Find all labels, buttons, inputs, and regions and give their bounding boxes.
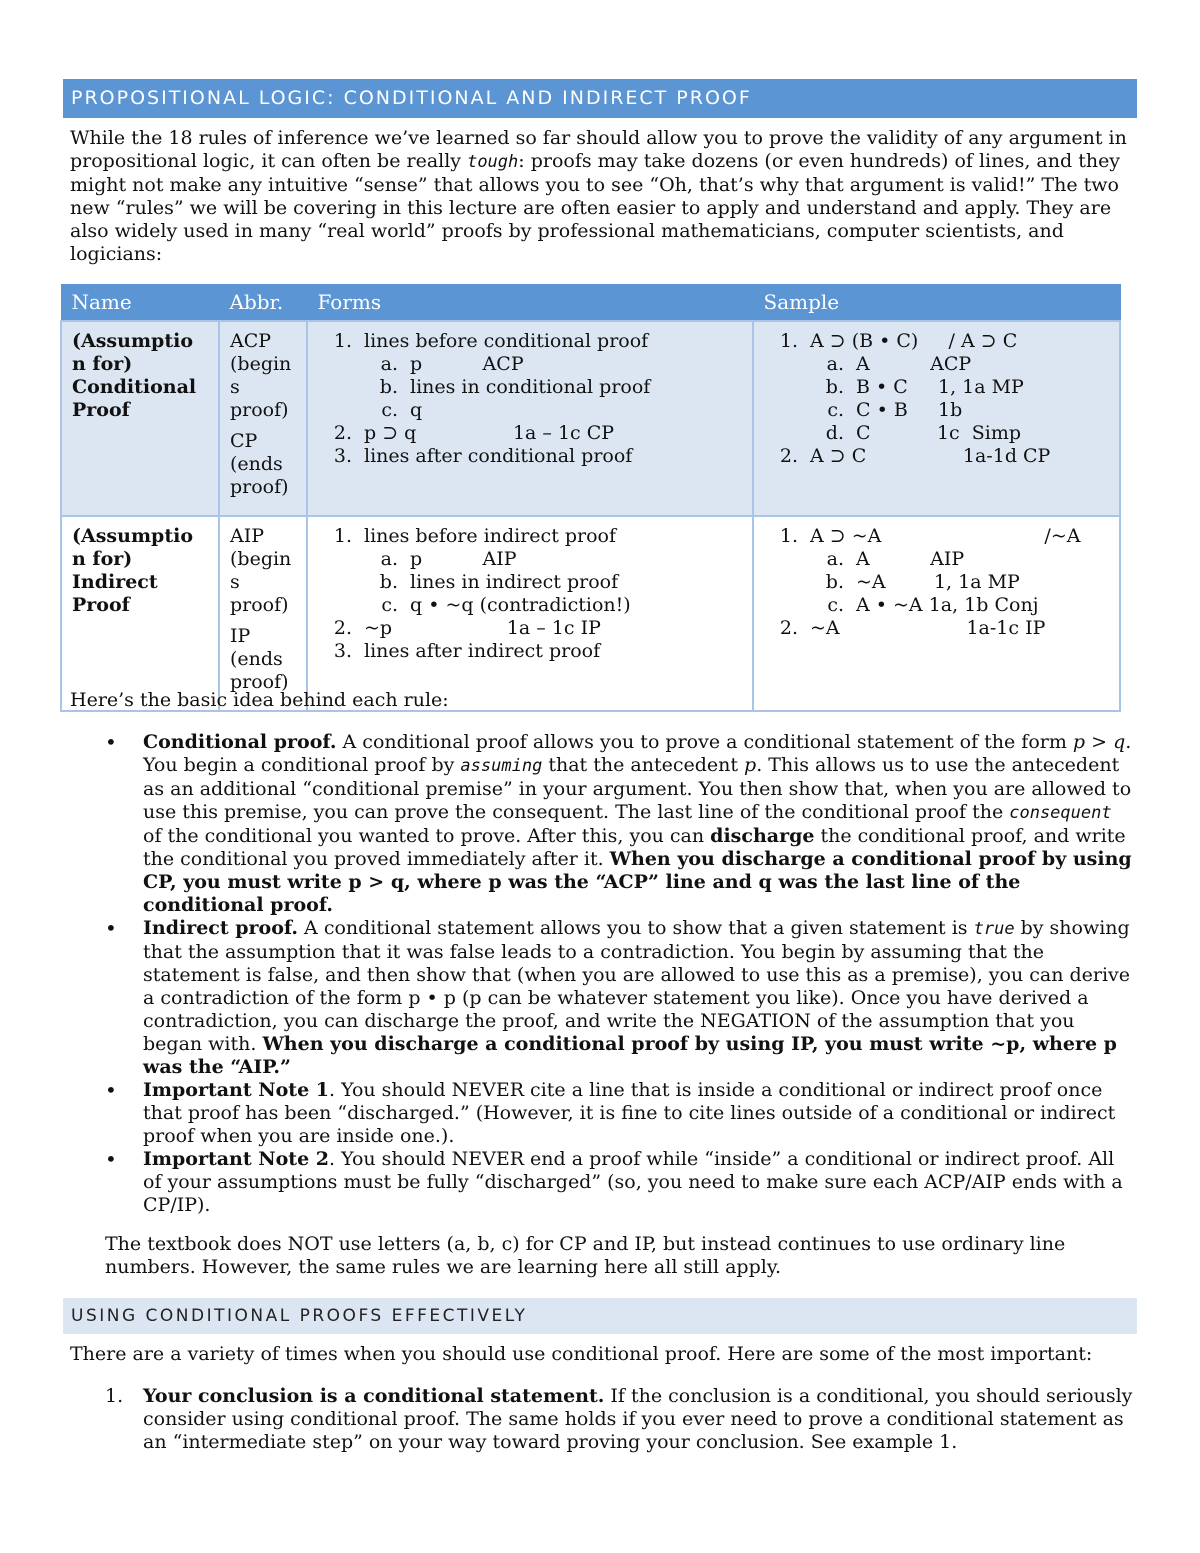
form-line: c. q bbox=[381, 399, 423, 421]
intro-text-1: While the 18 rules of inference we’ve learned so far should allow you to prove the validity of any argument in propositional logic, it can often be really bbox=[70, 127, 1127, 172]
header-forms: Forms bbox=[307, 285, 753, 322]
bullet-indirect-proof: • Indirect proof. A conditional statement allows you to show that a given statement is true by showing that the assumption that it was false leads to a contradiction. You begin by assuming that the statement is false, and then show that (when you are allowed to use this as a premise), you can derive a contradiction of the form p • p (p can be whatever statement you like). Once you have derived a contradiction, you can discharge the proof, and write the NEGATION of the assumption that you began with. When you discharge a conditional proof by using IP, you must write ~p, where p was the “AIP.” bbox=[105, 916, 1131, 1078]
bullet-important-note-2: • Important Note 2. You should NEVER end a proof while “inside” a conditional or indirect proof. All of your assumptions must be fully “discharged” (so, you need to make sure each ACP/AIP ends with a CP/IP). bbox=[105, 1147, 1123, 1216]
sample-line: a. A ACP bbox=[826, 353, 972, 375]
sample-line: 2. ~A 1a-1c IP bbox=[779, 617, 1046, 639]
section-intro: There are a variety of times when you should use conditional proof. Here are some of the most important: bbox=[70, 1343, 1093, 1365]
table-row-indirect bbox=[61, 516, 1120, 711]
uses-list bbox=[105, 1385, 1135, 1454]
basic-idea-heading: Here’s the basic idea behind each rule: bbox=[70, 689, 449, 711]
sample-line: b. B • C 1, 1a MP bbox=[825, 376, 1024, 398]
page-title: PROPOSITIONAL LOGIC: CONDITIONAL AND INDIRECT PROOF bbox=[63, 79, 1137, 118]
bullet-icon: • bbox=[105, 1147, 117, 1171]
header-name: Name bbox=[61, 285, 219, 322]
sample-line: a. A AIP bbox=[826, 548, 965, 570]
rule-name: (Assumptio n for) Conditional Proof bbox=[61, 321, 219, 516]
abbr-end: IP (ends proof) bbox=[230, 625, 289, 693]
rule-name: (Assumptio n for) Indirect Proof bbox=[61, 516, 219, 711]
sample-line: b. ~A 1, 1a MP bbox=[825, 571, 1020, 593]
section-heading: USING CONDITIONAL PROOFS EFFECTIVELY bbox=[63, 1298, 1137, 1334]
form-line: 1. lines before conditional proof bbox=[333, 330, 649, 352]
sample-line: 2. A ⊃ C 1a-1d CP bbox=[779, 445, 1051, 467]
form-line: 2. ~p 1a – 1c IP bbox=[333, 617, 601, 639]
form-line: a. p ACP bbox=[380, 353, 524, 375]
bullet-icon: • bbox=[105, 730, 117, 754]
list-item: 1. Your conclusion is a conditional statement. If the conclusion is a conditional, you should seriously consider using conditional proof. The same holds if you ever need to prove a conditional statement as an “intermediate step” on your way toward proving your conclusion. See example 1. bbox=[105, 1385, 1133, 1453]
bullet-icon: • bbox=[105, 916, 117, 940]
sample-line: d. C 1c Simp bbox=[825, 422, 1022, 444]
form-line: a. p AIP bbox=[380, 548, 517, 570]
form-line: c. q • ~q (contradiction!) bbox=[381, 594, 631, 616]
form-line: 1. lines before indirect proof bbox=[333, 525, 617, 547]
rule-bullet-list bbox=[105, 731, 1133, 1217]
header-sample: Sample bbox=[753, 285, 1120, 322]
form-line: 3. lines after indirect proof bbox=[333, 640, 601, 662]
intro-emphasis: tough bbox=[467, 152, 519, 172]
form-line: 3. lines after conditional proof bbox=[333, 445, 633, 467]
table-header-row bbox=[61, 285, 1120, 322]
sample-line: 1. A ⊃ ~A /~A bbox=[779, 525, 1081, 547]
rule-forms bbox=[307, 321, 753, 516]
bullet-conditional-proof: • Conditional proof. A conditional proof allows you to prove a conditional statement of the form p > q. You begin a conditional proof by assuming that the antecedent p. This allows us to use the antecedent as an additional “conditional premise” in your argument. You then show that, when you are allowed to use this premise, you can prove the consequent. The last line of the conditional proof the consequent of the conditional you wanted to prove. After this, you can discharge the conditional proof, and write the conditional you proved immediately after it. When you discharge a conditional proof by using CP, you must write p > q, where p was the “ACP” line and q was the last line of the conditional proof. bbox=[105, 730, 1132, 916]
rule-abbr bbox=[219, 516, 307, 711]
intro-paragraph bbox=[70, 127, 1135, 266]
sample-line: c. C • B 1b bbox=[827, 399, 963, 421]
bullet-icon: • bbox=[105, 1078, 117, 1102]
sample-line: 1. A ⊃ (B • C) / A ⊃ C bbox=[779, 330, 1018, 352]
header-abbr: Abbr. bbox=[219, 285, 307, 322]
rules-table bbox=[60, 284, 1121, 712]
form-line: b. lines in indirect proof bbox=[379, 571, 619, 593]
intro-text-2: : proofs may take dozens (or even hundreds) of lines, and they might not make any intuitive “sense” that allows you to see “Oh, that’s why that argument is valid!” The two new “rules” we will be covering in this lecture are often easier to apply and understand and apply. They are also widely used in many “real world” proofs by professional mathematicians, computer scientists, and logicians: bbox=[70, 150, 1121, 265]
abbr-end: CP (ends proof) bbox=[230, 430, 289, 498]
form-line: 2. p ⊃ q 1a – 1c CP bbox=[333, 422, 615, 444]
sample-line: c. A • ~A 1a, 1b Conj bbox=[827, 594, 1039, 616]
bullet-important-note-1: • Important Note 1. You should NEVER cite a line that is inside a conditional or indirect proof once that proof has been “discharged.” (However, it is fine to cite lines outside of a conditional or indirect proof when you are inside one.). bbox=[105, 1078, 1116, 1147]
rule-forms bbox=[307, 516, 753, 711]
table-row-conditional bbox=[61, 321, 1120, 516]
rule-sample bbox=[753, 516, 1120, 711]
abbr-begin: AIP (begin s proof) bbox=[230, 525, 292, 616]
rule-sample bbox=[753, 321, 1120, 516]
form-line: b. lines in conditional proof bbox=[379, 376, 651, 398]
abbr-begin: ACP (begin s proof) bbox=[230, 330, 292, 421]
textbook-note: The textbook does NOT use letters (a, b, c) for CP and IP, but instead continues to use ordinary line numbers. However, the same rules we are learning here all still apply. bbox=[105, 1233, 1066, 1278]
rule-abbr bbox=[219, 321, 307, 516]
